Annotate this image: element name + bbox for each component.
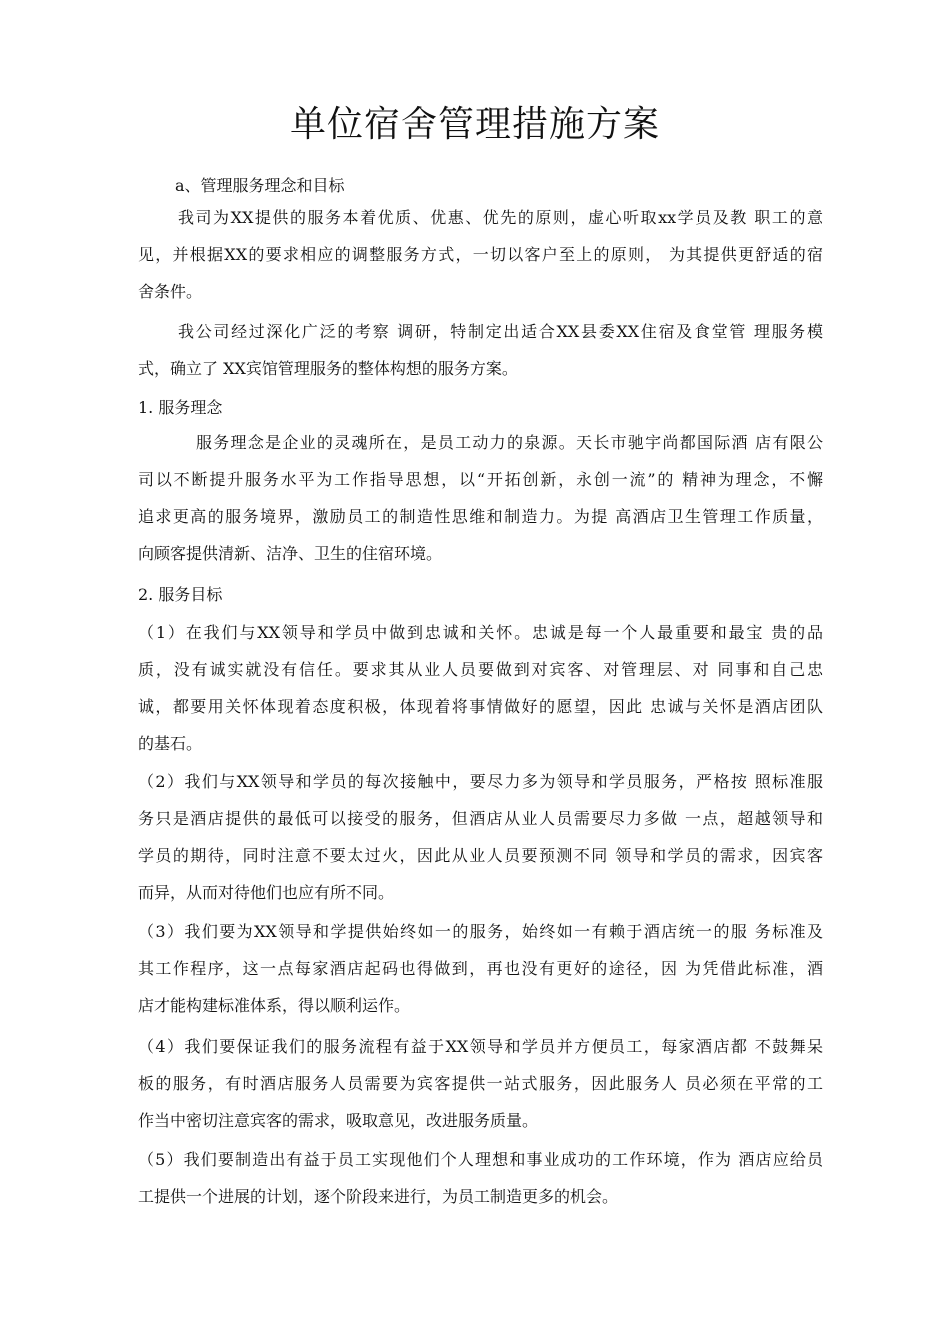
text-line: 板的服务，有时酒店服务人员需要为宾客提供一站式服务，因此服务人 员必须在平常的工	[138, 1074, 823, 1093]
text-line: 我司为XX提供的服务本着优质、优惠、优先的原则，虚心听取xx学员及教 职工的意	[178, 208, 823, 227]
text-line: 我公司经过深化广泛的考察 调研，特制定出适合XX县委XX住宿及食堂管 理服务模	[178, 322, 823, 341]
section-a-heading: a、管理服务理念和目标	[175, 176, 345, 195]
text-line: （5）我们要制造出有益于员工实现他们个人理想和事业成功的工作环境，作为 酒店应给员	[138, 1150, 823, 1169]
paragraph-intro	[138, 199, 823, 310]
goal-item-4	[138, 1028, 823, 1139]
text-line: 诚，都要用关怀体现着态度积极，体现着将事情做好的愿望，因此 忠诚与关怀是酒店团队	[138, 697, 823, 716]
text-line: 其工作程序，这一点每家酒店起码也得做到，再也没有更好的途径，因 为凭借此标准，酒	[138, 959, 823, 978]
paragraph-service-concept	[138, 424, 823, 572]
text-line: 务只是酒店提供的最低可以接受的服务，但酒店从业人员需要尽力多做 一点，超越领导和	[138, 809, 823, 828]
text-line: 向顾客提供清新、洁净、卫生的住宿环境。	[138, 544, 443, 563]
text-line: 学员的期待，同时注意不要太过火，因此从业人员要预测不同 领导和学员的需求，因宾客	[138, 846, 823, 865]
document-title: 单位宿舍管理措施方案	[289, 104, 660, 145]
text-line: 舍条件。	[138, 282, 203, 301]
text-line: 工提供一个进展的计划，逐个阶段来进行，为员工制造更多的机会。	[138, 1187, 619, 1206]
text-line: 式，确立了 XX宾馆管理服务的整体构想的服务方案。	[138, 359, 518, 378]
goal-item-2	[138, 763, 823, 911]
text-line: （1）在我们与XX领导和学员中做到忠诚和关怀。忠诚是每一个人最重要和最宝 贵的品	[138, 623, 823, 642]
goal-item-5	[138, 1141, 823, 1215]
text-line: 而异，从而对待他们也应有所不同。	[138, 883, 395, 902]
text-line: 的基石。	[138, 734, 203, 753]
text-line: （2）我们与XX领导和学员的每次接触中，要尽力多为领导和学员服务，严格按 照标准服	[138, 772, 823, 791]
paragraph-investigation	[138, 313, 823, 387]
text-line: 服务理念是企业的灵魂所在，是员工动力的泉源。天长市驰宇尚都国际酒 店有限公	[196, 433, 823, 452]
goal-item-1	[138, 614, 823, 762]
text-line: 追求更高的服务境界，激励员工的制造性思维和制造力。为提 高酒店卫生管理工作质量，	[138, 507, 823, 526]
text-line: （4）我们要保证我们的服务流程有益于XX领导和学员并方便员工，每家酒店都 不鼓舞呆	[138, 1037, 823, 1056]
text-line: 质，没有诚实就没有信任。要求其从业人员要做到对宾客、对管理层、对 同事和自己忠	[138, 660, 823, 679]
text-line: 司以不断提升服务水平为工作指导思想，以“开拓创新，永创一流”的 精神为理念，不懈	[138, 470, 823, 489]
text-line: 店才能构建标准体系，得以顺利运作。	[138, 996, 411, 1015]
heading-service-goal: 2. 服务目标	[138, 585, 223, 604]
heading-service-concept: 1. 服务理念	[138, 398, 223, 417]
text-line: 见，并根据XX的要求相应的调整服务方式，一切以客户至上的原则， 为其提供更舒适的宿	[138, 245, 823, 264]
text-line: 作当中密切注意宾客的需求，吸取意见，改进服务质量。	[138, 1111, 539, 1130]
goal-item-3	[138, 913, 823, 1024]
text-line: （3）我们要为XX领导和学提供始终如一的服务，始终如一有赖于酒店统一的服 务标准及	[138, 922, 823, 941]
